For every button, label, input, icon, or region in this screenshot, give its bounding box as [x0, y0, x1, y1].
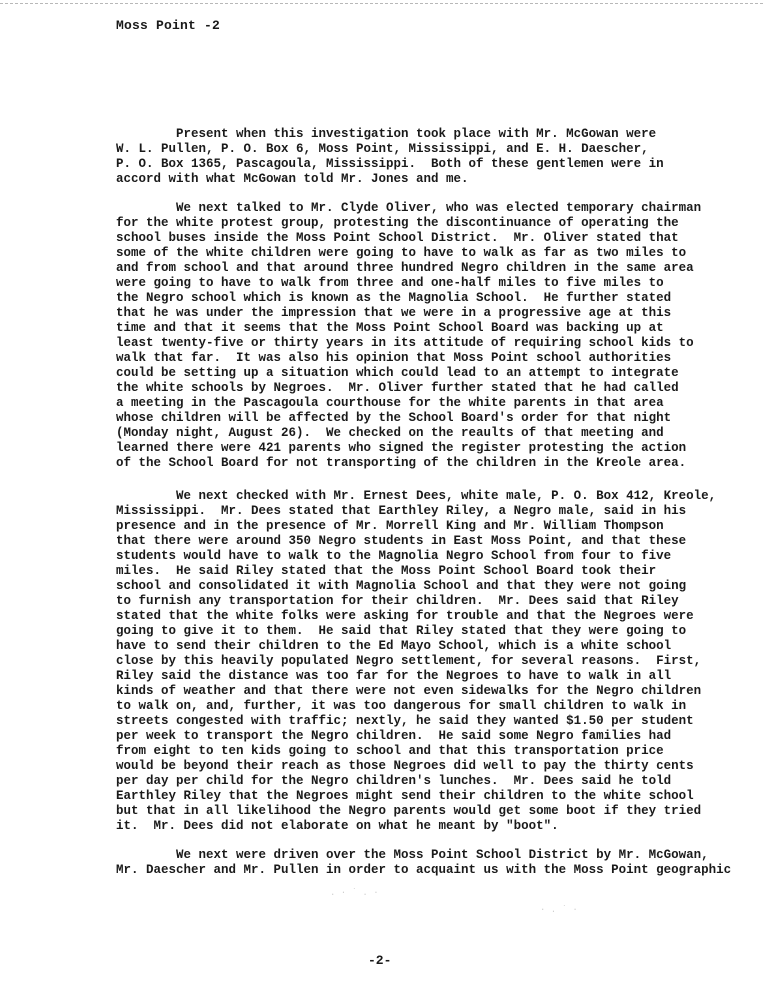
- text-line: school buses inside the Moss Point School District. Mr. Oliver stated that: [116, 231, 679, 245]
- text-line: time and that it seems that the Moss Point School Board was backing up at: [116, 321, 664, 335]
- text-line: per week to transport the Negro children. He said some Negro families had: [116, 729, 672, 743]
- text-line: but that in all likelihood the Negro parents would get some boot if they tried: [116, 804, 702, 818]
- text-line: (Monday night, August 26). We checked on the reaults of that meeting and: [116, 426, 664, 440]
- text-line: Earthley Riley that the Negroes might send their children to the white school: [116, 789, 694, 803]
- text-line: that he was under the impression that we were in a progressive age at this: [116, 306, 672, 320]
- text-line: have to send their children to the Ed Mayo School, which is a white school: [116, 639, 672, 653]
- text-line: it. Mr. Dees did not elaborate on what he meant by "boot".: [116, 819, 559, 833]
- text-line: Present when this investigation took place with Mr. McGowan were: [116, 127, 657, 141]
- text-line: Mr. Daescher and Mr. Pullen in order to acquaint us with the Moss Point geographic: [116, 863, 732, 877]
- text-line: streets congested with traffic; nextly, he said they wanted $1.50 per student: [116, 714, 694, 728]
- text-line: going to give it to them. He said that Riley stated that they were going to: [116, 624, 687, 638]
- text-line: Riley said the distance was too far for the Negroes to have to walk in all: [116, 669, 672, 683]
- text-line: miles. He said Riley stated that the Moss Point School Board took their: [116, 564, 657, 578]
- text-line: that there were around 350 Negro students in East Moss Point, and that these: [116, 534, 687, 548]
- text-line: were going to have to walk from three and one-half miles to five miles to: [116, 276, 664, 290]
- text-line: for the white protest group, protesting the discontinuance of operating the: [116, 216, 679, 230]
- text-line: Mississippi. Mr. Dees stated that Earthley Riley, a Negro male, said in his: [116, 504, 687, 518]
- text-line: the white schools by Negroes. Mr. Oliver further stated that he had called: [116, 381, 679, 395]
- paragraph-3: [116, 489, 736, 834]
- text-line: We next checked with Mr. Ernest Dees, white male, P. O. Box 412, Kreole,: [116, 489, 717, 503]
- text-line: close by this heavily populated Negro settlement, for several reasons. First,: [116, 654, 702, 668]
- page-header: Moss Point -2: [116, 18, 221, 33]
- text-line: presence and in the presence of Mr. Morrell King and Mr. William Thompson: [116, 519, 664, 533]
- text-line: walk that far. It was also his opinion that Moss Point school authorities: [116, 351, 672, 365]
- scan-speckle: · . ˙ ·: [540, 905, 578, 915]
- text-line: W. L. Pullen, P. O. Box 6, Moss Point, Mississippi, and E. H. Daescher,: [116, 142, 649, 156]
- text-line: the Negro school which is known as the Magnolia School. He further stated: [116, 291, 672, 305]
- text-line: could be setting up a situation which could lead to an attempt to integrate: [116, 366, 679, 380]
- text-line: P. O. Box 1365, Pascagoula, Mississippi. Both of these gentlemen were in: [116, 157, 664, 171]
- text-line: to walk on, and, further, it was too dangerous for small children to walk in: [116, 699, 687, 713]
- text-line: of the School Board for not transporting of the children in the Kreole area.: [116, 456, 687, 470]
- text-line: school and consolidated it with Magnolia School and that they were not going: [116, 579, 687, 593]
- text-line: would be beyond their reach as those Negroes did well to pay the thirty cents: [116, 759, 694, 773]
- paragraph-4: [116, 848, 736, 878]
- text-line: We next talked to Mr. Clyde Oliver, who was elected temporary chairman: [116, 201, 702, 215]
- text-line: whose children will be affected by the School Board's order for that night: [116, 411, 672, 425]
- text-line: a meeting in the Pascagoula courthouse for the white parents in that area: [116, 396, 664, 410]
- text-line: least twenty-five or thirty years in its attitude of requiring school kids to: [116, 336, 694, 350]
- text-line: to furnish any transportation for their children. Mr. Dees said that Riley: [116, 594, 679, 608]
- text-line: We next were driven over the Moss Point School District by Mr. McGowan,: [116, 848, 709, 862]
- scan-speckle: . · ˙ . ·: [330, 888, 379, 898]
- text-line: accord with what McGowan told Mr. Jones and me.: [116, 172, 469, 186]
- text-line: some of the white children were going to have to walk as far as two miles to: [116, 246, 687, 260]
- text-line: learned there were 421 parents who signed the register protesting the action: [116, 441, 687, 455]
- paragraph-2: [116, 201, 736, 471]
- text-line: students would have to walk to the Magnolia Negro School from four to five: [116, 549, 672, 563]
- page-number: -2-: [368, 953, 392, 968]
- text-line: and from school and that around three hundred Negro children in the same area: [116, 261, 694, 275]
- top-border: [0, 3, 763, 4]
- paragraph-1: [116, 127, 736, 187]
- text-line: stated that the white folks were asking for trouble and that the Negroes were: [116, 609, 694, 623]
- text-line: per day per child for the Negro children's lunches. Mr. Dees said he told: [116, 774, 672, 788]
- text-line: kinds of weather and that there were not even sidewalks for the Negro children: [116, 684, 702, 698]
- text-line: from eight to ten kids going to school and that this transportation price: [116, 744, 664, 758]
